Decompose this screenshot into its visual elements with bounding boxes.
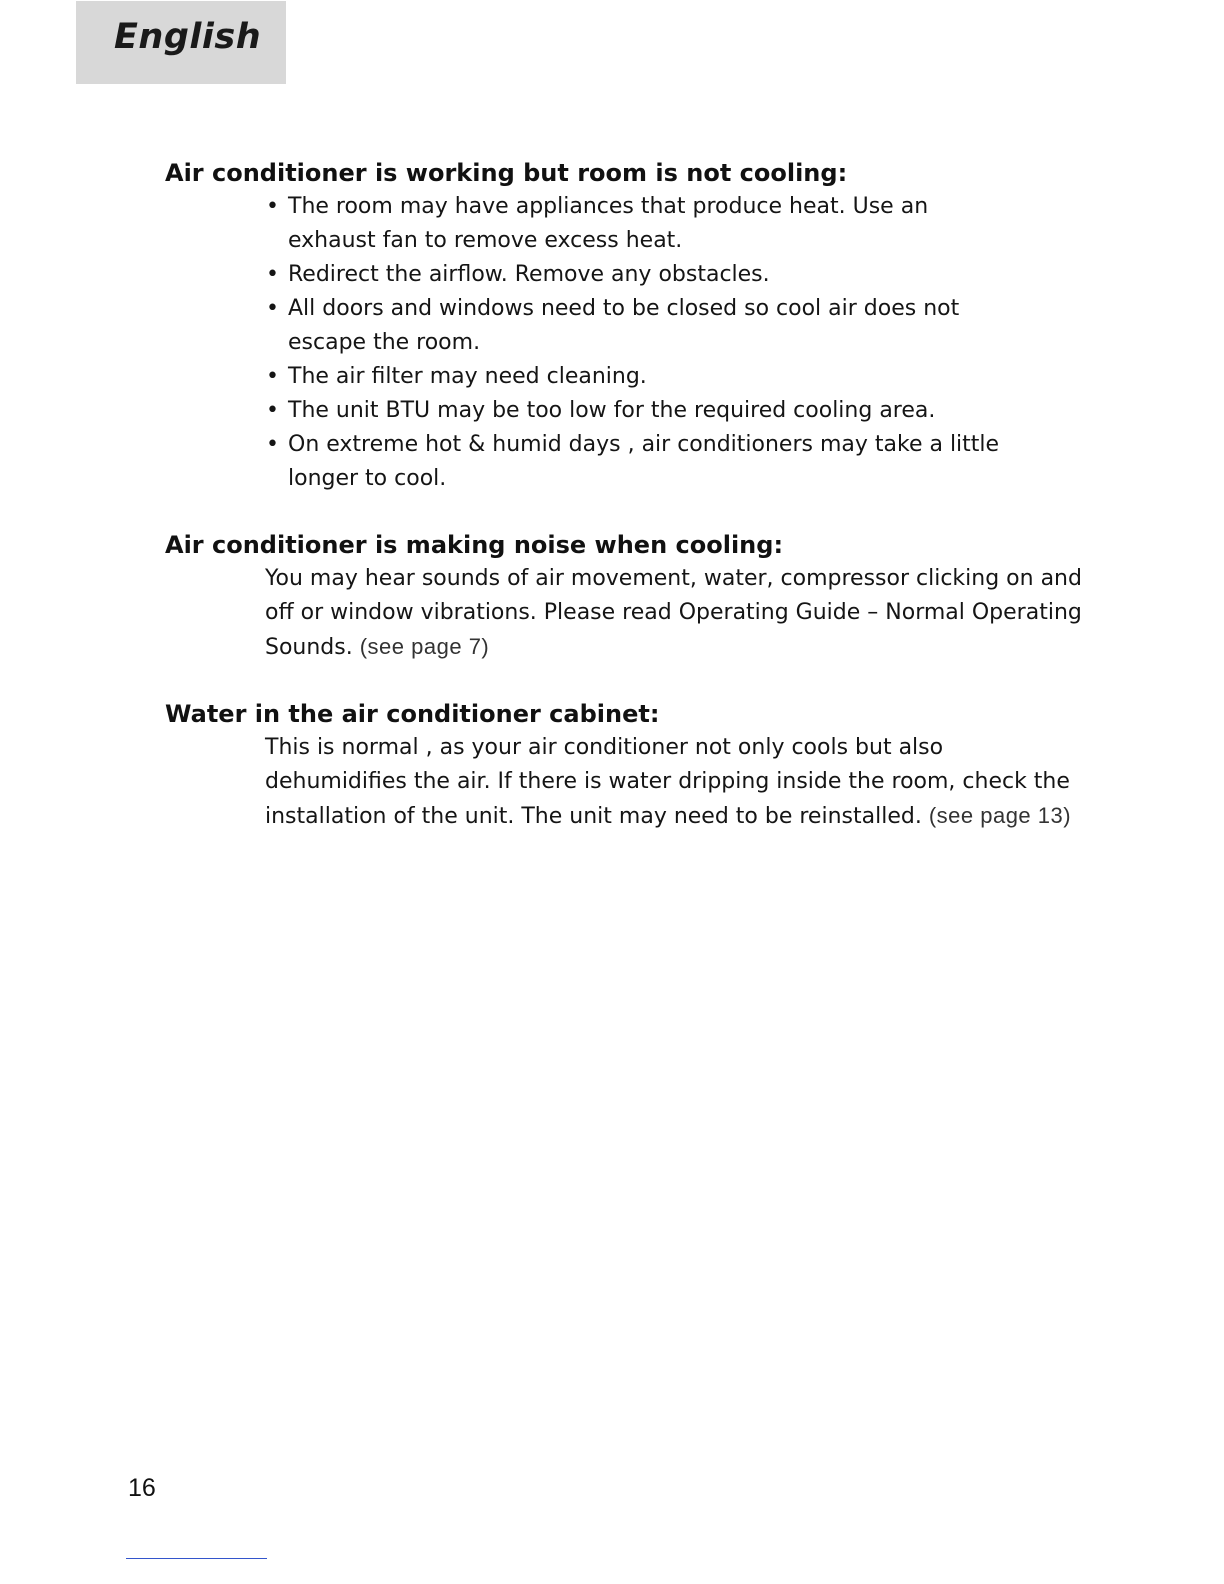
list-item (266, 258, 1006, 292)
list-item-text: On extreme hot & humid days , air conditioners may take a little longer to cool. (288, 432, 1000, 491)
water-text: This is normal , as your air conditioner not only cools but also dehumidifies the air. If there is water dripping inside the room, check the installation of the unit. The unit may need to be reinstalled. (265, 735, 1070, 829)
list-item-text: Redirect the airflow. Remove any obstacles. (288, 262, 770, 287)
list-item (266, 394, 1006, 428)
list-item-text: The unit BTU may be too low for the required cooling area. (288, 398, 936, 423)
page-reference: (see page 7) (359, 634, 490, 659)
page-reference: (see page 13) (928, 803, 1072, 828)
bullet-icon: • (266, 262, 279, 287)
list-item (266, 292, 1006, 360)
section-water (165, 697, 1085, 834)
section-heading-noise: Air conditioner is making noise when cooling: (165, 531, 784, 559)
section-not-cooling (165, 156, 1085, 496)
bullet-icon: • (266, 432, 279, 457)
water-paragraph (165, 731, 1085, 834)
language-tab-label: English (114, 17, 262, 57)
footer-divider (126, 1558, 267, 1559)
section-heading-not-cooling: Air conditioner is working but room is not cooling: (165, 159, 848, 187)
language-tab (76, 1, 286, 84)
bullet-icon: • (266, 296, 279, 321)
bullet-icon: • (266, 364, 279, 389)
noise-paragraph (165, 562, 1085, 665)
list-item (266, 428, 1006, 496)
noise-text: You may hear sounds of air movement, water, compressor clicking on and off or window vibrations. Please read Operating Guide – Normal Operating Sounds. (265, 566, 1082, 660)
section-heading-water: Water in the air conditioner cabinet: (165, 700, 660, 728)
list-item-text: All doors and windows need to be closed so cool air does not escape the room. (288, 296, 960, 355)
list-item (266, 360, 1006, 394)
bullet-icon: • (266, 194, 279, 219)
bullet-icon: • (266, 398, 279, 423)
page-number: 16 (128, 1474, 156, 1502)
list-item-text: The air filter may need cleaning. (288, 364, 647, 389)
section-noise (165, 528, 1085, 665)
not-cooling-bullet-list (165, 190, 1006, 496)
list-item (266, 190, 1006, 258)
list-item-text: The room may have appliances that produce heat. Use an exhaust fan to remove excess heat. (288, 194, 929, 253)
